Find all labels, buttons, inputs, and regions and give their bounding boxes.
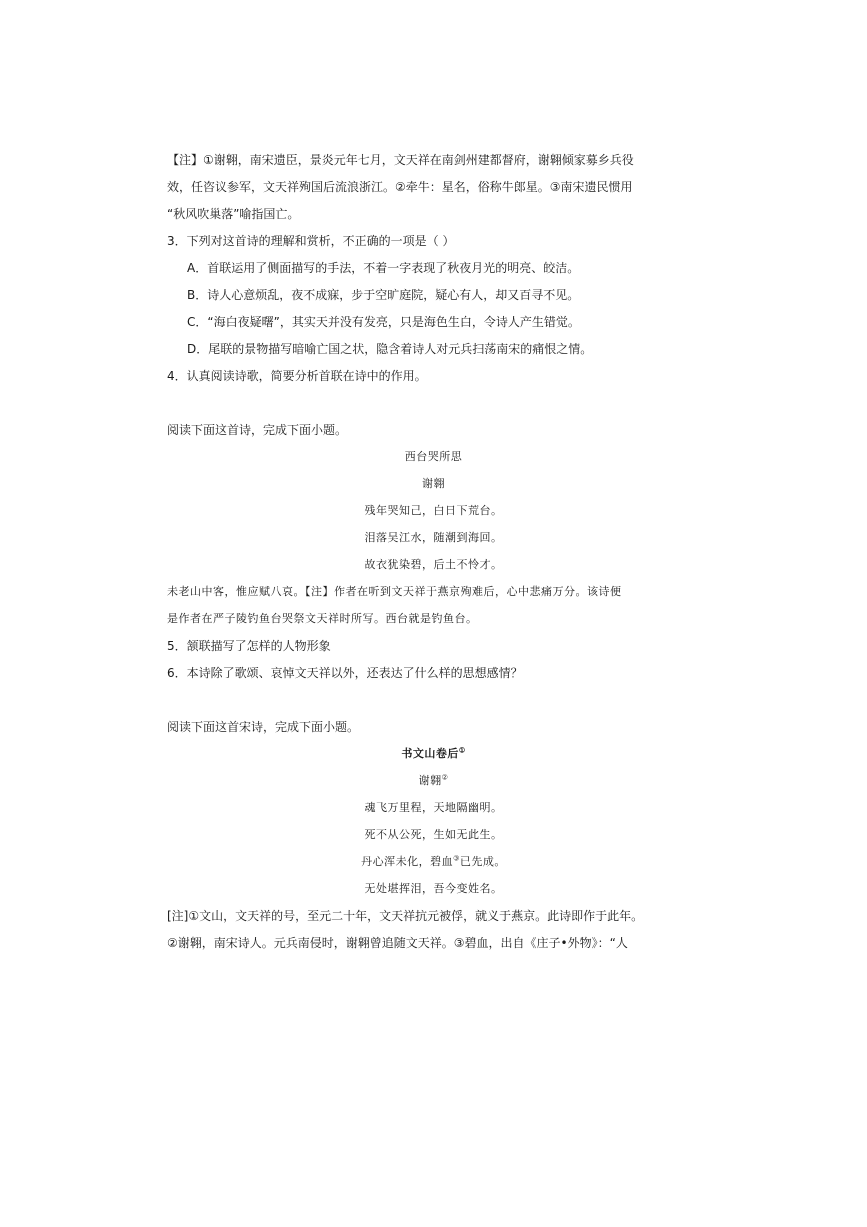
poem-title-text: 书文山卷后 [401,747,459,760]
poem-line-part: 已先成。 [459,855,506,868]
poem-line: 死不从公死，生如无此生。 [364,828,503,841]
note-line: 是作者在严子陵钓鱼台哭祭文天祥时所写。西台就是钓鱼台。 [167,612,478,625]
poem-author [0,773,867,789]
poem-title: 西台哭所思 [404,450,463,463]
note-line: 未老山中客，惟应赋八哀。【注】作者在听到文天祥于燕京殉难后，心中悲痛万分。该诗便 [167,585,622,598]
note-line: 【注】①谢翱，南宋遗臣，景炎元年七月，文天祥在南剑州建都督府，谢翱倾家募乡兵役 [167,153,634,167]
section-intro: 阅读下面这首宋诗，完成下面小题。 [167,720,360,734]
section-intro: 阅读下面这首诗，完成下面小题。 [167,423,348,437]
question-5: 5．颔联描写了怎样的人物形象 [167,639,331,653]
question-4: 4．认真阅读诗歌，简要分析首联在诗中的作用。 [167,369,427,383]
poem-title [0,746,867,762]
note-line: 效，任咨议参军，文天祥殉国后流浪浙江。②牵牛：星名，俗称牛郎星。③南宋遗民惯用 [167,180,633,194]
option-b: B．诗人心意烦乱，夜不成寐，步于空旷庭院，疑心有人，却又百寻不见。 [187,288,580,302]
poem-author-text: 谢翱 [418,774,442,787]
poem-author: 谢翱 [422,477,445,490]
poem-line: 无处堪挥泪，吾今变姓名。 [364,882,503,895]
poem-line: 魂飞万里程，天地隔幽明。 [364,801,503,814]
option-a: A．首联运用了侧面描写的手法，不着一字表现了秋夜月光的明亮、皎洁。 [187,261,580,275]
poem-line: 残年哭知己，白日下荒台。 [364,504,503,517]
note-line: “秋风吹巢落”喻指国亡。 [167,207,300,221]
footnote-marker: ② [441,773,449,782]
note-line: ②谢翱，南宋诗人。元兵南侵时，谢翱曾追随文天祥。③碧血，出自《庄子•外物》：“人 [167,936,628,950]
option-d: D．尾联的景物描写暗喻亡国之状，隐含着诗人对元兵扫荡南宋的痛恨之情。 [187,342,593,356]
poem-line-part: 丹心浑未化，碧血 [361,855,454,868]
question-3: 3．下列对这首诗的理解和赏析，不正确的一项是（ ） [167,234,455,248]
poem-line [0,854,867,870]
footnote-marker: ① [458,745,466,755]
poem-line: 泪落吴江水，随潮到海回。 [364,531,503,544]
question-6: 6．本诗除了歌颂、哀悼文天祥以外，还表达了什么样的思想感情？ [167,666,523,680]
note-line: [注]①文山，文天祥的号，至元二十年，文天祥抗元被俘，就义于燕京。此诗即作于此年。 [167,909,644,923]
option-c: C．“海白夜疑曙”，其实天并没有发亮，只是海色生白，令诗人产生错觉。 [187,315,580,329]
footnote-marker: ③ [453,854,460,863]
poem-line: 故衣犹染碧，后土不怜才。 [364,558,503,571]
